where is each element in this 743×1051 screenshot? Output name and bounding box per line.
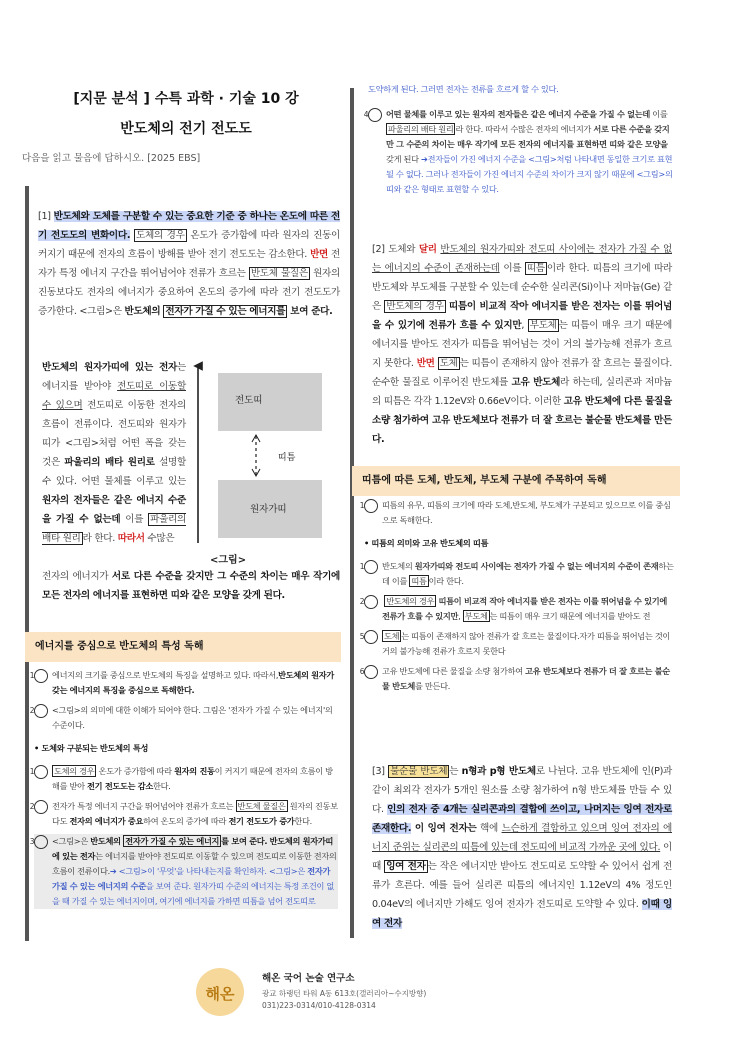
footer-logo: [188, 965, 252, 1019]
band-gap-label: 띠틈: [278, 453, 296, 463]
paragraph-1: [1] 반도체와 도체를 구분할 수 있는 중요한 기준 중 하나는 온도에 따른 전기 전도도의 변화이다. 도체의 경우 온도가 증가함에 따라 원자의 진동이 커지기 때문에 전자의 흐름이 방해를 받아 전기 전도도는 감소한다. 반면 전자가 특정 에너지 구간을 뛰어넘어야 전류가 흐르는 반도체 물질은 원자의 진동보다도 전자의 에너지가 중요하여 온도의 증가에 따라 전기 전도도가 증가한다. <그림>은 반도체의 전자가 가질 수 있는 에너지를 보여 준다.: [38, 211, 341, 317]
paragraph-1-end: 전자의 에너지가 서로 다른 수준을 갖지만 그 수준의 차이는 매우 작기에 모든 전자의 에너지를 표현하면 띠와 같은 모양을 갖게 된다.: [42, 571, 340, 601]
band-diagram: [188, 358, 342, 568]
left-section-heading: 에너지를 중심으로 반도체의 특성 독해: [25, 632, 341, 662]
footer-address: 광교 하랭턴 타워 A동 613호(갤러리아~수지방향): [262, 989, 427, 998]
paragraph-3: [3] 불순물 반도체 는 n형과 p형 반도체로 나뉜다. 고유 반도체에 인(P)과 같이 최외각 전자가 5개인 원소를 소량 첨가하여 n형 반도체를 만들 수 있다. 인의 전자 중 4개는 실리콘과의 결합에 쓰이고, 나머지는 잉여 전자로 존재한다. 이 잉여 전자는 핵에 느슨하게 결합하고 있으며 잉여 전자의 에너지 준위는 실리콘의 띠틈에 있는데 전도띠에 비교적 가까운 곳에 있다. 이때 잉여 전자 는 작은 에너지만 받아도 전도띠로 도약할 수 있어서 쉽게 전류가 흐른다. 예를 들어 실리콘 띠틈의 에너지인 1.12eV의 4% 정도인 0.04eV의 에너지만 가해도 잉여 전자가 전도띠로 도약할 수 있다. 이때 잉여 전자: [372, 766, 673, 929]
right-notes: 1 띠틈의 유무, 띠틈의 크기에 따라 도체,반도체, 부도체가 구분되고 있으므로 이를 중심으로 독해한다. • 띠틈의 의미와 고유 반도체의 띠틈 1 반도체의 원자가띠와 전도띠 사이에는 전자가 가질 수 없는 에너지의 수준이 존재하는데 이를 띠틈 이라 한다. 2 반도체의 경우 띠틈이 비교적 작아 에너지를 받은 전자는 이를 뛰어넘을 수 있기에 전류가 흐를 수 있지만, 부도체 는 띠틈이 매우 크기 때문에 에너지를 받아도 전 5 도체 는 띠틈이 존재하지 않아 전류가 잘 흐르는 물질이다.자가 띠틈을 뛰어넘는 것이 거의 불가능해 전류가 흐르지 못한다 6 고유 반도체에 다른 물질을 소량 첨가하여 고유 반도체보다 전류가 더 잘 흐르는 불순물 반도체를 만든다.: [359, 500, 674, 691]
logo-icon: [188, 965, 252, 1019]
band-figure: [188, 358, 342, 568]
instruction: 다음을 읽고 물음에 답하시오. [2025 EBS]: [22, 153, 201, 164]
title-line2: 반도체의 전기 전도도: [120, 121, 252, 137]
valence-band-label: 원자가띠: [250, 504, 287, 515]
top-right-notes: 도약하게 된다. 그러면 전자는 전류를 흐르게 할 수 있다. 4 어떤 물체를 이루고 있는 원자의 전자들은 같은 에너지 수준을 가질 수 없는데 이를 파울리의 배타 원리 라 한다. 따라서 수많은 전자의 에너지가 서로 다른 수준을 갖지만 그 수준의 차이는 매우 작기에 모든 전자의 에너지를 표현하면 띠와 같은 모양을 갖게 된다 ➔전자들이 가진 에너지 수준을 <그림>처럼 나타내면 동일한 크기로 표현될 수 없다. 그러나 전자들이 가진 에너지 수준의 차이가 크지 않기 때문에 <그림>의 띠와 같은 형태로 표현할 수 있다.: [368, 82, 676, 202]
conduction-band-label: 전도띠: [235, 395, 263, 406]
footer-org: 해온 국어 논술 연구소: [262, 973, 355, 984]
svg-text:해온: 해온: [205, 985, 235, 1003]
page-title: [0, 88, 372, 138]
paragraph-1-wrap: 반도체의 원자가띠에 있는 전자는 에너지를 받아야 전도띠로 이동할 수 있으며 전도띠로 이동한 전자의 흐름이 전류이다. 전도띠와 원자가띠가 <그림>처럼 어떤 폭을 갖는 것은 파울리의 배타 원리로 설명할 수 있다. 어떤 물체를 이루고 있는 원자의 전자들은 같은 에너지 수준을 가질 수 없는데 이를 파울리의 배타 원리 라 한다. 따라서 수많은: [42, 362, 186, 544]
right-bar: [350, 88, 354, 938]
cut-line: 도약하게 된다. 그러면 전자는 전류를 흐르게 할 수 있다.: [368, 84, 559, 94]
figure-caption: <그림>: [210, 555, 247, 566]
footer-phone: 031)223-0314/010-4128-0314: [262, 1001, 376, 1010]
right-section-heading: 띠틈에 따른 도체, 반도체, 부도체 구분에 주목하여 독해: [352, 466, 680, 496]
paragraph-2: [2] 도체와 달리 반도체의 원자가띠와 전도띠 사이에는 전자가 가질 수 없는 에너지의 수준이 존재하는데 이를 띠틈 이라 한다. 띠틈의 크기에 따라 반도체와 부도체를 구분할 수 있는데 순수한 실리콘(Si)이나 저마늄(Ge) 같은 반도체의 경우 띠틈이 비교적 작아 에너지를 받은 전자는 이를 뛰어넘을 수 있기에 전류가 흐를 수 있지만, 부도체 는 띠틈이 매우 크기 때문에 에너지를 받아도 전자가 띠틈을 뛰어넘는 것이 거의 불가능해 전류가 흐르지 못한다. 반면 도체 는 띠틈이 존재하지 않아 전류가 잘 흐르는 물질이다. 순수한 물질로 이루어진 반도체를 고유 반도체라 하는데, 실리콘과 저마늄의 띠틈은 각각 1.12eV와 0.66eV이다. 이러한 고유 반도체에 다른 물질을 소량 첨가하여 고유 반도체보다 전류가 더 잘 흐르는 불순물 반도체를 만든다.: [372, 244, 673, 445]
title-line1: [지문 분석 ] 수특 과학 · 기술 10 강: [73, 91, 299, 107]
left-bar: [25, 186, 29, 941]
left-notes: 1 에너지의 크기를 중심으로 반도체의 특징을 설명하고 있다. 따라서,반도체의 원자가 갖는 에너지의 특징을 중심으로 독해한다. 2 <그림>의 의미에 대한 이해가 되어야 한다. 그림은 '전자가 가질 수 있는 에너지'의 수준이다. • 도체와 구분되는 반도체의 특성 1 도체의 경우 온도가 증가함에 따라 원자의 진동이 커지기 때문에 전자의 흐름이 방해를 받아 전기 전도도는 감소한다. 2 전자가 특정 에너지 구간을 뛰어넘어야 전류가 흐르는 반도체 물질은 원자의 진동보다도 전자의 에너지가 중요하여 온도의 증가에 따라 전기 전도도가 증가한다. 3 <그림>은 반도체의 전자가 가질 수 있는 에너지 를 보여 준다. 반도체의 원자가띠에 있는 전자는 에너지를 받아야 전도띠로 이동할 수 있으며 전도띠로 이동한 전자의 흐름이 전류이다.➔ <그림>이 '무엇'을 나타내는지를 확인하자. <그림>은 전자가 가질 수 있는 에너지의 수준을 보여 준다. 원자가띠 수준의 에너지는 특정 조건이 없을 때 가질 수 있는 에너지이며, 여기에 에너지를 가하면 띠틈을 넘어 전도띠로: [34, 668, 338, 914]
